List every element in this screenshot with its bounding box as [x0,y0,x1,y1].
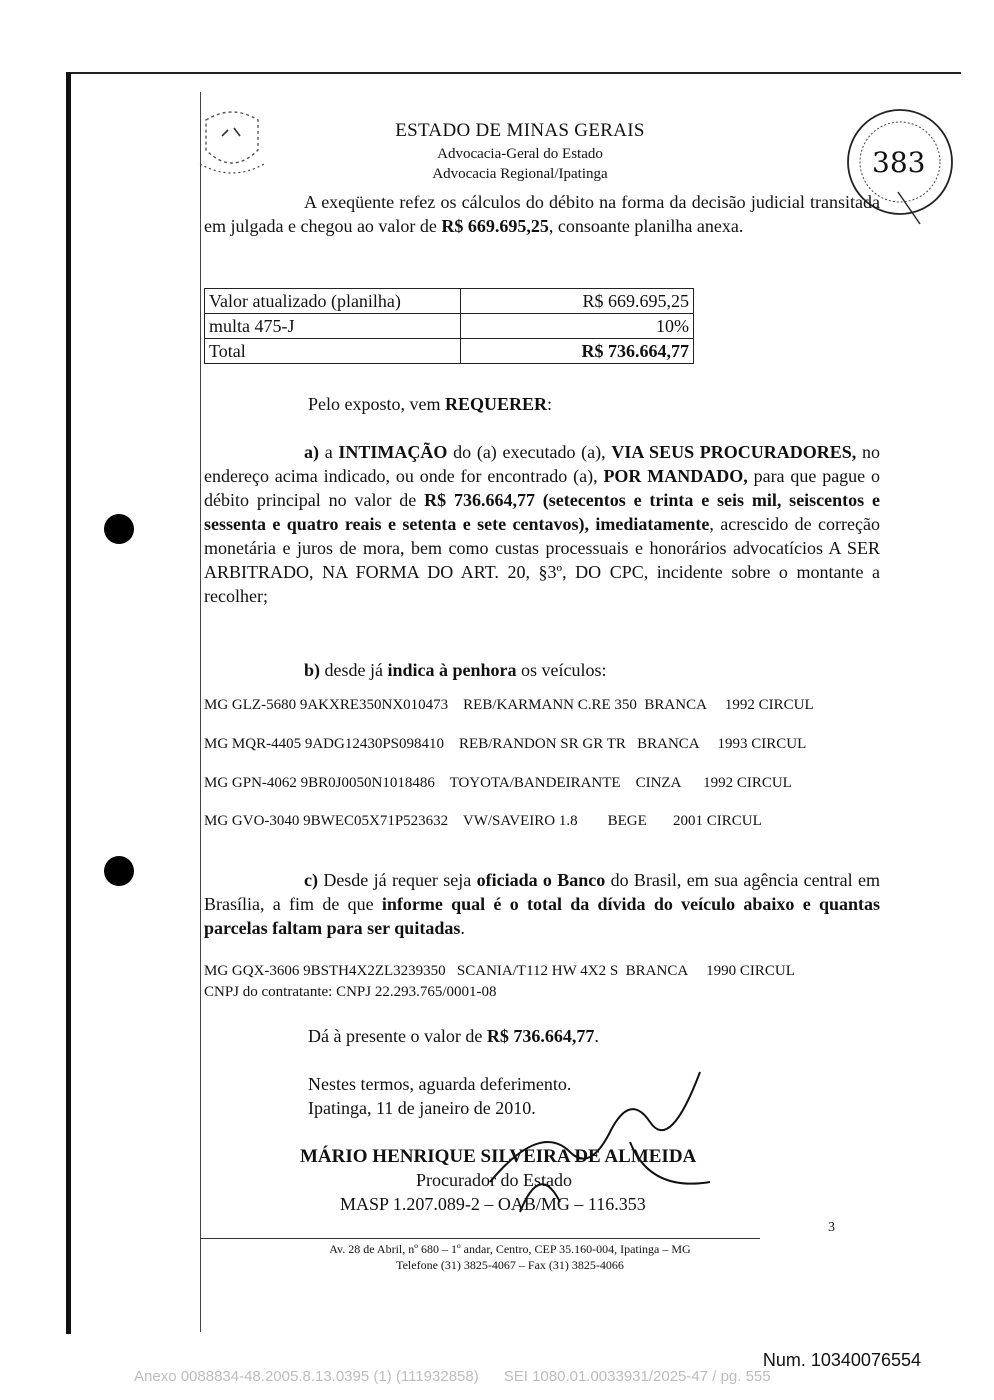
hole-punch-mark [104,856,134,886]
vehicle-line: MG GLZ-5680 9AKXRE350NX010473 REB/KARMANN C.RE 350 BRANCA 1992 CIRCUL [204,697,814,713]
table-row [205,314,694,339]
footer-address: Av. 28 de Abril, nº 680 – 1º andar, Centro, CEP 35.160-004, Ipatinga – MG [329,1242,691,1256]
table-row [205,339,694,364]
document-number: Num. 10340076554 [762,1350,921,1370]
cnpj-line: CNPJ do contratante: CNPJ 22.293.765/0001-08 [204,984,497,1000]
signer-name: MÁRIO HENRIQUE SILVEIRA DE ALMEIDA [300,1146,697,1167]
header-regional: Advocacia Regional/Ipatinga [432,166,608,182]
vehicle-line: MG MQR-4405 9ADG12430PS098410 REB/RANDON SR GR TR BRANCA 1993 CIRCUL [204,736,807,752]
footer-rule [200,1238,760,1239]
table-cell-label: Total [205,339,461,364]
table-row [205,289,694,314]
closing-place-date: Ipatinga, 11 de janeiro de 2010. [308,1098,536,1118]
inner-margin-line [200,92,201,1332]
table-cell-label: Valor atualizado (planilha) [205,289,461,314]
handwritten-signature-icon [480,1062,740,1222]
state-coat-of-arms-icon [198,106,266,182]
value-claim: Dá à presente o valor de R$ 736.664,77. [308,1026,599,1046]
table-cell-label: multa 475-J [205,314,461,339]
header-agency: Advocacia-Geral do Estado [437,146,603,162]
table-cell-value: R$ 736.664,77 [461,339,694,364]
left-margin-bar [66,72,71,1334]
footer-phone: Telefone (31) 3825-4067 – Fax (31) 3825-4066 [396,1258,624,1272]
table-cell-value: R$ 669.695,25 [461,289,694,314]
hole-punch-mark [104,514,134,544]
item-a-paragraph: a) a INTIMAÇÃO do (a) executado (a), VIA SEUS PROCURADORES, no endereço acima indicado, ou onde for encontrado (a), POR MANDADO, para que pague o débito principal no valor de R$ 736.664,77 (setecentos e trinta e seis mil, seiscentos e sessenta e quatro reais e setenta e sete centavos), imediatamente, acrescido de correção monetária e juros de mora, bem como custas processuais e honorários advocatícios A SER ARBITRADO, NA FORMA DO ART. 20, §3º, DO CPC, incidente sobre o montante a recolher; [204,442,880,606]
signer-title: Procurador do Estado [416,1170,572,1190]
header-state: ESTADO DE MINAS GERAIS [395,120,645,141]
top-border-line [68,72,961,74]
vehicle-line: MG GPN-4062 9BR0J0050N1018486 TOYOTA/BANDEIRANTE CINZA 1992 CIRCUL [204,775,792,791]
page-number: 3 [828,1220,835,1235]
table-cell-value: 10% [461,314,694,339]
intro-paragraph: A exeqüente refez os cálculos do débito na forma da decisão judicial transitada em julgada e chegou ao valor de R$ 669.695,25, consoante planilha anexa. [204,192,880,236]
calculation-table [204,288,694,364]
stamp-sheet-number: 383 [872,146,926,179]
item-b-paragraph: b) desde já indica à penhora os veículos: [304,660,607,680]
signer-masp: MASP 1.207.089-2 – OAB/MG – 116.353 [340,1194,646,1214]
vehicle-line: MG GVO-3040 9BWEC05X71P523632 VW/SAVEIRO 1.8 BEGE 2001 CIRCUL [204,813,762,829]
vehicle-line-c: MG GQX-3606 9BSTH4X2ZL3239350 SCANIA/T112 HW 4X2 S BRANCA 1990 CIRCUL [204,963,795,979]
closing-terms: Nestes termos, aguarda deferimento. [308,1074,572,1094]
request-line: Pelo exposto, vem REQUERER: [308,394,553,414]
watermark-text: Anexo 0088834-48.2005.8.13.0395 (1) (111932858) SEI 1080.01.0033931/2025-47 / pg. 555 [134,1368,771,1385]
item-c-paragraph: c) Desde já requer seja oficiada o Banco do Brasil, em sua agência central em Brasília, a fim de que informe qual é o total da dívida do veículo abaixo e quantas parcelas faltam para ser quitadas. [204,870,880,938]
